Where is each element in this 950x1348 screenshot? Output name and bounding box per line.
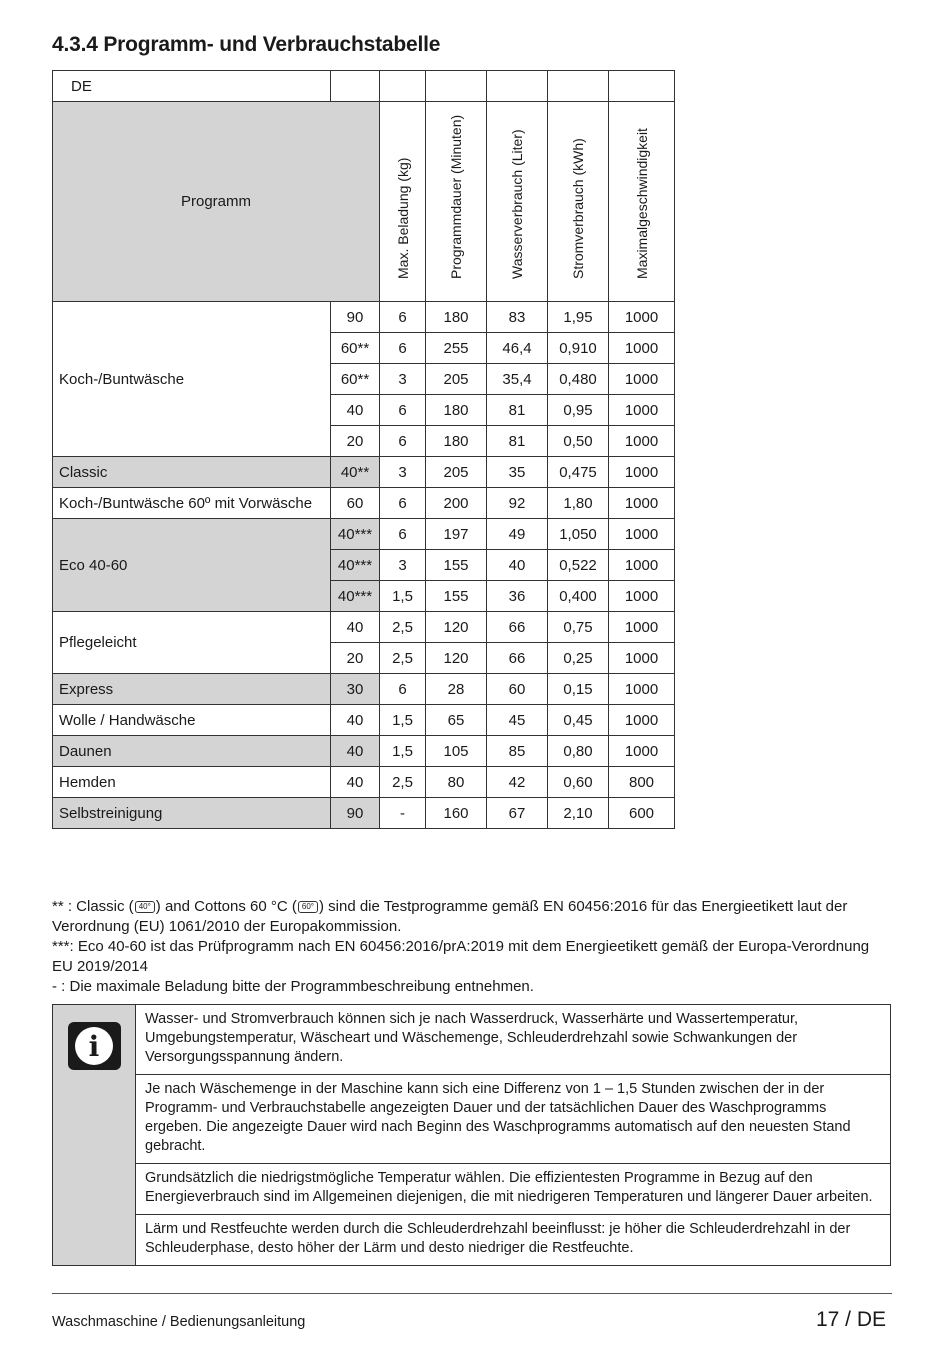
spin-speed-cell: 1000 [609,550,675,581]
program-temperature: 30 [331,674,380,705]
table-row [53,612,675,643]
program-temperature: 40 [331,736,380,767]
header-row [53,102,675,302]
energy-cell: 0,480 [548,364,609,395]
table-row [53,736,675,767]
duration-cell: 80 [426,767,487,798]
header-spin-speed: Maximalgeschwindigkeit [609,102,675,302]
program-temperature: 60 [331,488,380,519]
water-cell: 49 [487,519,548,550]
spin-speed-cell: 1000 [609,519,675,550]
duration-cell: 155 [426,550,487,581]
spin-speed-cell: 1000 [609,488,675,519]
water-cell: 81 [487,426,548,457]
duration-cell: 28 [426,674,487,705]
info-note: Lärm und Restfeuchte werden durch die Schleuderdrehzahl beeinflusst: je höher die Schleuderdrehzahl in der Schleuderphase, desto höher der Lärm und desto niedriger die Restfeuchte. [136,1215,891,1266]
program-temperature: 60** [331,333,380,364]
energy-cell: 0,80 [548,736,609,767]
max-load-cell: 6 [380,426,426,457]
spin-speed-cell: 1000 [609,581,675,612]
duration-cell: 180 [426,395,487,426]
max-load-cell: 6 [380,519,426,550]
info-note: Je nach Wäschemenge in der Maschine kann sich eine Differenz von 1 – 1,5 Stunden zwischen der in der Programm- und Verbrauchstabelle angezeigten Dauer und der tatsächlichen Dauer des Waschprogramms ergeben. Die angezeigte Dauer wird nach Beginn des Waschprogramms automatisch auf den neuesten Stand gebracht. [136,1075,891,1164]
max-load-cell: 2,5 [380,767,426,798]
max-load-cell: 1,5 [380,705,426,736]
duration-cell: 105 [426,736,487,767]
program-name: Pflegeleicht [53,612,331,674]
header-programm: Programm [53,102,380,302]
max-load-cell: 2,5 [380,643,426,674]
energy-cell: 0,910 [548,333,609,364]
energy-cell: 2,10 [548,798,609,829]
page-number: 17 / DE [815,1308,886,1331]
energy-cell: 0,475 [548,457,609,488]
spin-speed-cell: 1000 [609,705,675,736]
energy-cell: 0,45 [548,705,609,736]
max-load-cell: 6 [380,333,426,364]
energy-cell: 1,80 [548,488,609,519]
max-load-cell: 1,5 [380,581,426,612]
program-name: Wolle / Handwäsche [53,705,331,736]
duration-cell: 120 [426,612,487,643]
program-name: Selbstreinigung [53,798,331,829]
program-temperature: 20 [331,426,380,457]
duration-cell: 120 [426,643,487,674]
program-60-symbol: 60° [298,901,318,913]
water-cell: 92 [487,488,548,519]
region-label: DE [53,71,331,102]
water-cell: 36 [487,581,548,612]
water-cell: 66 [487,643,548,674]
spin-speed-cell: 1000 [609,302,675,333]
program-name: Koch-/Buntwäsche 60º mit Vorwäsche [53,488,331,519]
program-temperature: 40*** [331,581,380,612]
program-temperature: 40 [331,395,380,426]
spin-speed-cell: 1000 [609,674,675,705]
duration-cell: 160 [426,798,487,829]
program-temperature: 20 [331,643,380,674]
table-row [53,767,675,798]
duration-cell: 205 [426,457,487,488]
max-load-cell: 6 [380,395,426,426]
info-icon: i [68,1022,121,1070]
energy-cell: 0,522 [548,550,609,581]
spin-speed-cell: 1000 [609,426,675,457]
program-temperature: 90 [331,302,380,333]
info-note: Grundsätzlich die niedrigstmögliche Temperatur wählen. Die effizientesten Programme in Bezug auf den Energieverbrauch sind im Allgemeinen diejenigen, die mit niedrigeren Temperaturen und längerer Dauer arbeiten. [136,1164,891,1215]
water-cell: 85 [487,736,548,767]
program-temperature: 40*** [331,550,380,581]
max-load-cell: 2,5 [380,612,426,643]
program-temperature: 40** [331,457,380,488]
table-row [53,302,675,333]
max-load-cell: - [380,798,426,829]
water-cell: 60 [487,674,548,705]
page-title: 4.3.4 Programm- und Verbrauchstabelle [52,33,441,56]
max-load-cell: 1,5 [380,736,426,767]
spin-speed-cell: 800 [609,767,675,798]
program-temperature: 40 [331,767,380,798]
energy-cell: 0,25 [548,643,609,674]
water-cell: 45 [487,705,548,736]
program-40-symbol: 40° [135,901,155,913]
energy-cell: 0,60 [548,767,609,798]
spin-speed-cell: 1000 [609,736,675,767]
program-temperature: 40 [331,612,380,643]
table-row [53,519,675,550]
energy-cell: 0,50 [548,426,609,457]
duration-cell: 200 [426,488,487,519]
header-energy: Stromverbrauch (kWh) [548,102,609,302]
max-load-cell: 3 [380,364,426,395]
spin-speed-cell: 1000 [609,457,675,488]
duration-cell: 180 [426,426,487,457]
duration-cell: 255 [426,333,487,364]
program-temperature: 40 [331,705,380,736]
spin-speed-cell: 1000 [609,643,675,674]
water-cell: 81 [487,395,548,426]
water-cell: 46,4 [487,333,548,364]
program-temperature: 40*** [331,519,380,550]
spin-speed-cell: 1000 [609,364,675,395]
program-name: Express [53,674,331,705]
spin-speed-cell: 600 [609,798,675,829]
program-name: Hemden [53,767,331,798]
water-cell: 67 [487,798,548,829]
water-cell: 42 [487,767,548,798]
spin-speed-cell: 1000 [609,395,675,426]
program-name: Eco 40-60 [53,519,331,612]
energy-cell: 0,15 [548,674,609,705]
energy-cell: 0,400 [548,581,609,612]
duration-cell: 205 [426,364,487,395]
max-load-cell: 6 [380,674,426,705]
info-note: Wasser- und Stromverbrauch können sich je nach Wasserdruck, Wasserhärte und Wassertemperatur, Umgebungstemperatur, Wäscheart und Wäschemenge, Schleuderdrehzahl sowie Schwankungen der Versorgungsspannung ändern. [136,1005,891,1075]
table-row [53,705,675,736]
duration-cell: 197 [426,519,487,550]
table-row [53,488,675,519]
water-cell: 35 [487,457,548,488]
program-name: Koch-/Buntwäsche [53,302,331,457]
info-icon-cell [53,1005,136,1266]
spin-speed-cell: 1000 [609,612,675,643]
program-temperature: 60** [331,364,380,395]
header-duration: Programmdauer (Minuten) [426,102,487,302]
header-water: Wasserverbrauch (Liter) [487,102,548,302]
program-name: Daunen [53,736,331,767]
table-row [53,457,675,488]
footnotes [52,897,892,997]
program-temperature: 90 [331,798,380,829]
spin-speed-cell: 1000 [609,333,675,364]
region-row [53,71,675,102]
energy-cell: 0,95 [548,395,609,426]
program-name: Classic [53,457,331,488]
energy-cell: 0,75 [548,612,609,643]
water-cell: 40 [487,550,548,581]
max-load-cell: 6 [380,488,426,519]
table-row [53,674,675,705]
footer-doc-title: Waschmaschine / Bedienungsanleitung [52,1314,306,1330]
header-max-load: Max. Beladung (kg) [380,102,426,302]
program-table [52,70,675,829]
footer-divider [52,1293,892,1294]
info-box [52,1004,891,1266]
max-load-cell: 3 [380,457,426,488]
duration-cell: 65 [426,705,487,736]
footnote-double-star: ** : Classic ( 40° ) and Cottons 60 °C ( 60° ) sind die Testprogramme gemäß EN 60456:2016 für das Energieetikett laut der Verordnung (EU) 1061/2010 der Europakommission. [52,898,848,935]
duration-cell: 155 [426,581,487,612]
duration-cell: 180 [426,302,487,333]
footnote-dash: - : Die maximale Beladung bitte der Programmbeschreibung entnehmen. [52,978,534,995]
table-row [53,798,675,829]
water-cell: 66 [487,612,548,643]
max-load-cell: 6 [380,302,426,333]
max-load-cell: 3 [380,550,426,581]
water-cell: 83 [487,302,548,333]
water-cell: 35,4 [487,364,548,395]
footnote-triple-star: ***: Eco 40-60 ist das Prüfprogramm nach EN 60456:2016/prA:2019 mit dem Energieetikett gemäß der Europa-Verordnung EU 2019/2014 [52,938,870,975]
energy-cell: 1,95 [548,302,609,333]
energy-cell: 1,050 [548,519,609,550]
